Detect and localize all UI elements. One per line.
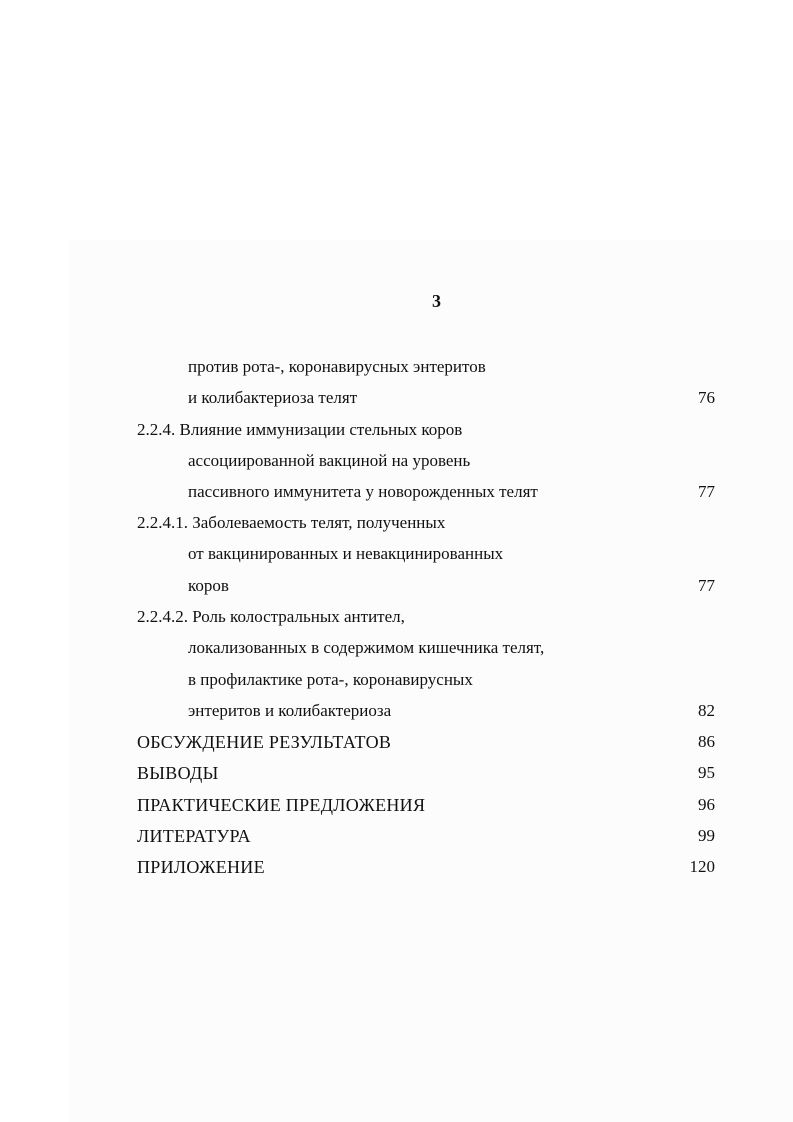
toc-line: коров — [188, 576, 229, 595]
page-number: 3 — [432, 291, 441, 311]
toc-line: энтеритов и колибактериоза — [188, 701, 392, 720]
toc-page-number: 77 — [698, 482, 715, 501]
toc-page-number: 99 — [698, 826, 715, 845]
toc-heading: ВЫВОДЫ — [137, 763, 219, 783]
toc-line: в профилактике рота-, коронавирусных — [188, 670, 473, 689]
toc-page-number: 76 — [698, 388, 715, 407]
toc-line: пассивного иммунитета у новорожденных телят — [188, 482, 538, 501]
toc-page-number: 95 — [698, 763, 715, 782]
toc-page-number: 86 — [698, 732, 715, 751]
toc-page-number: 96 — [698, 795, 715, 814]
toc-line: ассоциированной вакциной на уровень — [188, 451, 471, 470]
toc-line: 2.2.4.2. Роль колостральных антител, — [137, 607, 405, 626]
toc-line: 2.2.4. Влияние иммунизации стельных коров — [137, 420, 463, 439]
toc-heading: ОБСУЖДЕНИЕ РЕЗУЛЬТАТОВ — [137, 732, 392, 752]
toc-line: против рота-, коронавирусных энтеритов — [188, 357, 486, 376]
toc-heading: ЛИТЕРАТУРА — [137, 826, 251, 846]
toc-page-number: 77 — [698, 576, 715, 595]
toc-page-number: 82 — [698, 701, 715, 720]
toc-line: 2.2.4.1. Заболеваемость телят, полученных — [137, 513, 446, 532]
toc-heading: ПРИЛОЖЕНИЕ — [137, 857, 265, 877]
toc-line: от вакцинированных и невакцинированных — [188, 544, 504, 563]
toc-line: локализованных в содержимом кишечника телят, — [188, 638, 545, 657]
toc-page-number: 120 — [689, 857, 715, 876]
toc-line: и колибактериоза телят — [188, 388, 358, 407]
toc-heading: ПРАКТИЧЕСКИЕ ПРЕДЛОЖЕНИЯ — [137, 795, 426, 815]
